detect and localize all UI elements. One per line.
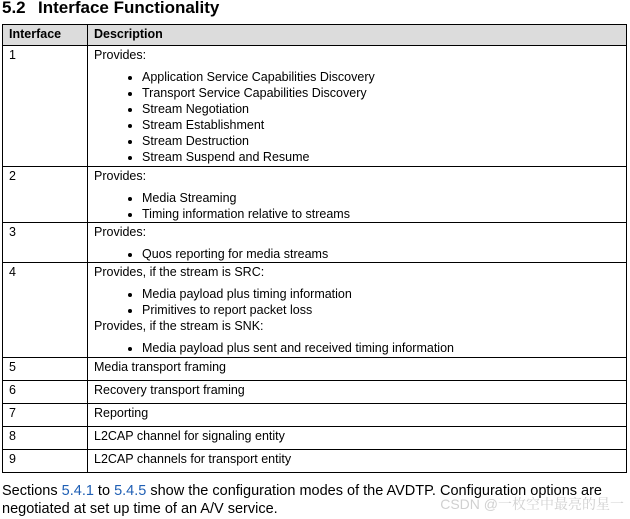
section-number: 5.2 <box>2 0 26 17</box>
table-row <box>3 263 627 358</box>
paragraph-text: show the configuration modes of the AVDTP. Configuration options are negotiated at set up time of an A/V service. <box>2 483 602 517</box>
bullet-list <box>94 340 626 356</box>
table-row <box>3 427 627 450</box>
bullet-list <box>94 69 626 165</box>
table-row <box>3 46 627 167</box>
list-item: • Application Service Capabilities Discovery <box>142 69 626 85</box>
list-item: • Stream Negotiation <box>142 101 626 117</box>
interface-description <box>88 167 627 223</box>
table-row <box>3 381 627 404</box>
watermark: CSDN @一枚空中最亮的星一 <box>440 496 624 512</box>
header-description: Description <box>88 25 627 46</box>
list-item: • Primitives to report packet loss <box>142 302 626 318</box>
interface-description: Media transport framing <box>88 358 627 381</box>
interface-number: 1 <box>3 46 88 167</box>
interface-description <box>88 223 627 263</box>
list-item: • Stream Establishment <box>142 117 626 133</box>
list-item: • Stream Destruction <box>142 133 626 149</box>
table-row <box>3 223 627 263</box>
interface-number: 5 <box>3 358 88 381</box>
interface-description: L2CAP channels for transport entity <box>88 450 627 473</box>
description-intro: Provides: <box>94 225 147 239</box>
table-row <box>3 450 627 473</box>
interface-number: 3 <box>3 223 88 263</box>
interface-table <box>2 24 627 473</box>
section-title: Interface Functionality <box>38 0 220 17</box>
list-item: • Stream Suspend and Resume <box>142 149 626 165</box>
description-intro: Provides, if the stream is SRC: <box>94 265 265 279</box>
list-item: • Quos reporting for media streams <box>142 246 626 262</box>
list-item: • Media payload plus timing information <box>142 286 626 302</box>
list-item: • Media payload plus sent and received timing information <box>142 340 626 356</box>
table-row <box>3 167 627 223</box>
header-interface: Interface <box>3 25 88 46</box>
table-row <box>3 404 627 427</box>
description-intro: Provides: <box>94 169 147 183</box>
table-header-row <box>3 25 627 46</box>
bullet-list <box>94 286 626 318</box>
list-item: • Transport Service Capabilities Discovery <box>142 85 626 101</box>
section-heading <box>2 0 219 18</box>
list-item: • Media Streaming <box>142 190 626 206</box>
section-link-5-4-1[interactable]: 5.4.1 <box>61 483 94 499</box>
interface-description: Recovery transport framing <box>88 381 627 404</box>
interface-number: 6 <box>3 381 88 404</box>
table-row <box>3 358 627 381</box>
interface-number: 8 <box>3 427 88 450</box>
list-item: • Timing information relative to streams <box>142 206 626 222</box>
interface-description: Reporting <box>88 404 627 427</box>
bullet-list <box>94 246 626 262</box>
interface-number: 7 <box>3 404 88 427</box>
description-intro: Provides: <box>94 48 147 62</box>
paragraph-text: to <box>93 483 115 499</box>
interface-description <box>88 46 627 167</box>
interface-description <box>88 263 627 358</box>
interface-number: 2 <box>3 167 88 223</box>
interface-description: L2CAP channel for signaling entity <box>88 427 627 450</box>
interface-number: 9 <box>3 450 88 473</box>
bullet-list <box>94 190 626 222</box>
description-intro-snk: Provides, if the stream is SNK: <box>94 319 264 333</box>
paragraph-text: Sections <box>2 483 62 499</box>
section-link-5-4-5[interactable]: 5.4.5 <box>114 483 147 499</box>
interface-number: 4 <box>3 263 88 358</box>
